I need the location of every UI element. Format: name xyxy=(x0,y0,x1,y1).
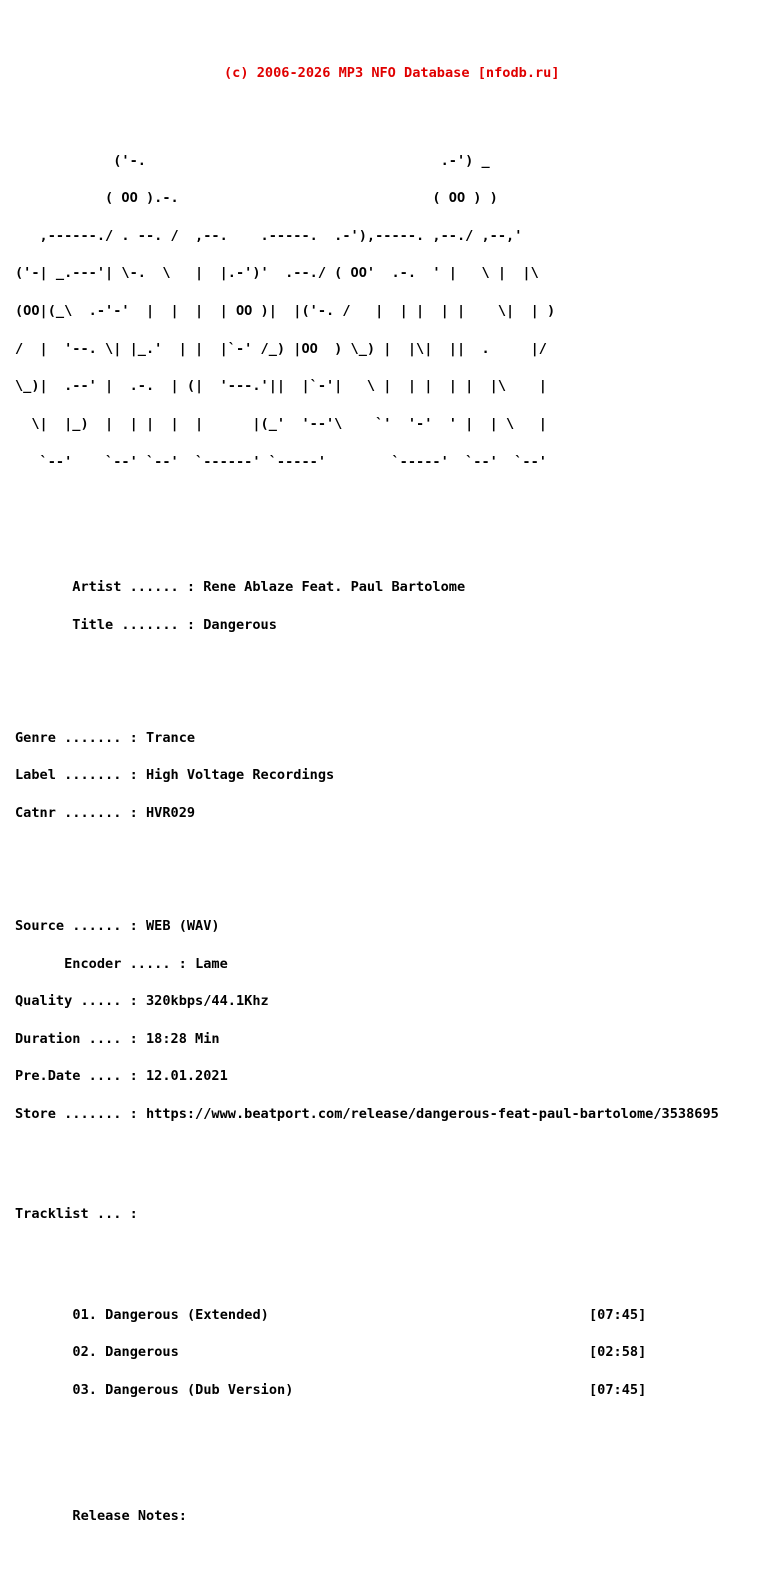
title-value: Dangerous xyxy=(203,616,277,633)
ascii-logo-row: (OO|(_\ .-'-' | | | | OO )| |('-. / | | | | | \| | ) xyxy=(15,303,556,320)
catnr-label: Catnr ....... : xyxy=(15,804,146,821)
source-block xyxy=(15,895,784,1146)
label-label: Label ....... : xyxy=(15,767,146,784)
catnr-value: HVR029 xyxy=(145,804,196,821)
store-label: Store ....... : xyxy=(15,1106,146,1123)
encoder-label: Encoder ..... : xyxy=(15,955,196,972)
source-value: WEB (WAV) xyxy=(145,917,220,934)
ascii-logo-row: ,------./ . --. / ,--. .-----. .-'),-----. ,--./ ,--,' xyxy=(15,227,523,244)
ascii-logo-row: / | '--. \| |_.' | | |`-' /_) |OO ) \_) | |\| || . |/ xyxy=(15,340,547,357)
track-duration: [02:58] xyxy=(589,1344,647,1361)
quality-line xyxy=(15,995,784,1008)
title-line xyxy=(15,616,784,633)
track-duration: [07:45] xyxy=(589,1306,647,1323)
source-label: Source ...... : xyxy=(15,917,146,934)
copyright-header: (c) 2006-2026 MP3 NFO Database [nfodb.ru] xyxy=(224,64,560,81)
track-row xyxy=(15,1346,784,1359)
genre-label: Genre ....... : xyxy=(15,729,146,746)
genre-value: Trance xyxy=(145,729,196,746)
encoder-line xyxy=(15,955,784,972)
quality-value: 320kbps/44.1Khz xyxy=(145,993,269,1010)
catnr-line xyxy=(15,804,784,821)
artist-title-block xyxy=(15,556,784,656)
predate-line xyxy=(15,1070,784,1083)
artist-label: Artist ...... : xyxy=(15,579,204,596)
track-title: Dangerous (Extended) xyxy=(105,1306,269,1323)
duration-label: Duration .... : xyxy=(15,1030,146,1047)
nfo-document xyxy=(0,25,784,1560)
track-title: Dangerous xyxy=(105,1344,179,1361)
track-number: 02. xyxy=(72,1344,97,1361)
track-duration: [07:45] xyxy=(589,1382,647,1399)
encoder-value: Lame xyxy=(195,955,228,972)
label-value: High Voltage Recordings xyxy=(145,767,335,784)
ascii-logo-row: ('-| _.---'| \-. \ | |.-')' .--./ ( OO' .-. ' | \ | |\ xyxy=(15,265,539,282)
ascii-logo-row: `--' `--' `--' `------' `-----' `-----' `--' `--' xyxy=(15,453,547,470)
ascii-logo-row: \_)| .--' | .-. | (| '---.'|| |`-'| \ | | | | | |\ | xyxy=(15,378,547,395)
title-label: Title ....... : xyxy=(15,616,204,633)
predate-label: Pre.Date .... : xyxy=(15,1068,146,1085)
tracklist xyxy=(15,1284,784,1422)
ascii-logo-row: ('-. .-') _ xyxy=(15,152,490,169)
label-line xyxy=(15,769,784,782)
track-number: 03. xyxy=(72,1382,97,1399)
store-line xyxy=(15,1108,784,1121)
ascii-logo-row: ( OO ).-. ( OO ) ) xyxy=(15,190,498,207)
genre-block xyxy=(15,707,784,845)
artist-line xyxy=(15,581,784,594)
track-row xyxy=(15,1384,784,1397)
track-title: Dangerous (Dub Version) xyxy=(105,1382,294,1399)
release-notes-heading: Release Notes: xyxy=(72,1507,187,1524)
source-line xyxy=(15,917,784,934)
duration-line xyxy=(15,1030,784,1047)
artist-value: Rene Ablaze Feat. Paul Bartolome xyxy=(203,579,466,596)
ascii-logo-row: \| |_) | | | | | |(_' '--'\ `' '-' ' | | \ | xyxy=(15,416,547,433)
genre-line xyxy=(15,729,784,746)
track-row xyxy=(15,1306,784,1323)
quality-label: Quality ..... : xyxy=(15,993,146,1010)
tracklist-heading: Tracklist ... : xyxy=(15,1206,138,1223)
store-url[interactable]: https://www.beatport.com/release/dangerous-feat-paul-bartolome/3538695 xyxy=(145,1106,719,1123)
ascii-logo-falcon xyxy=(15,129,784,493)
duration-value: 18:28 Min xyxy=(145,1030,220,1047)
track-number: 01. xyxy=(72,1306,97,1323)
predate-value: 12.01.2021 xyxy=(145,1068,228,1085)
